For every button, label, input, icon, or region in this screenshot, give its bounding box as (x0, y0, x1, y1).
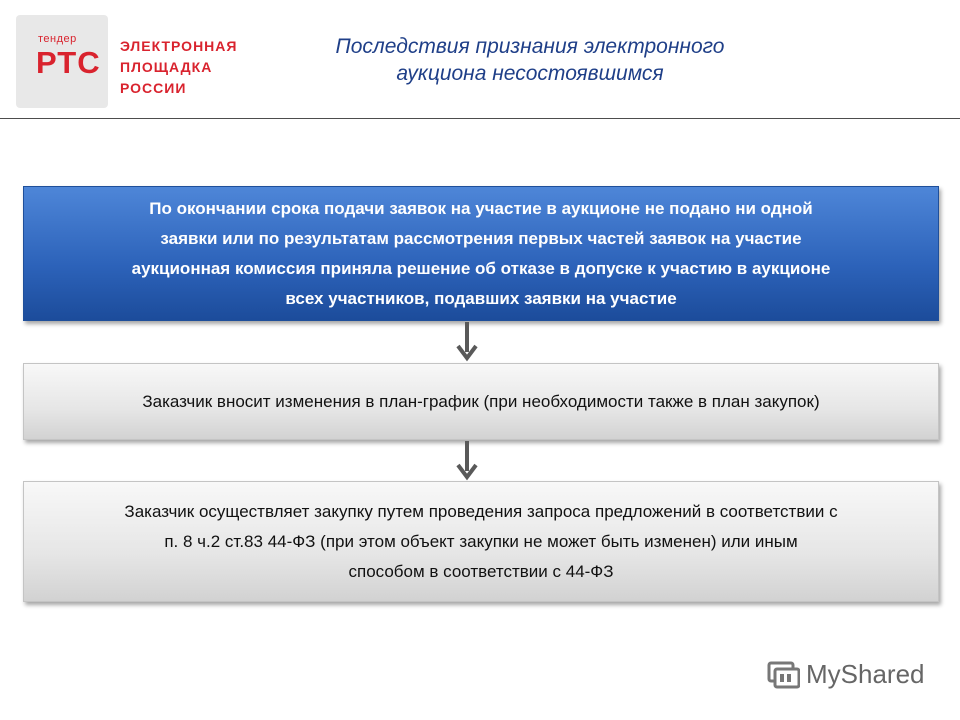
step-text-line: заявки или по результатам рассмотрения первых частей заявок на участие (160, 228, 802, 248)
slide-title-line: Последствия признания электронного (335, 35, 725, 58)
myshared-logo-icon (766, 657, 800, 691)
header-divider (0, 118, 960, 119)
logo-line: ЭЛЕКТРОННАЯ (120, 38, 238, 54)
slide-title (300, 33, 760, 87)
step-text-line: аукционная комиссия приняла решение об отказе в допуске к участию в аукционе (131, 258, 831, 278)
step-text-line: п. 8 ч.2 ст.83 44-ФЗ (при этом объект закупки не может быть изменен) или иным (164, 531, 798, 551)
logo-tile (16, 15, 108, 108)
watermark (766, 654, 925, 694)
step-text-line: всех участников, подавших заявки на участие (285, 288, 677, 308)
step-text-line: Заказчик вносит изменения в план-график (при необходимости также в план закупок) (142, 391, 820, 411)
logo-line: РОССИИ (120, 80, 187, 96)
step-text-line: Заказчик осуществляет закупку путем проведения запроса предложений в соответствии с (124, 501, 838, 521)
watermark-text: MyShared (806, 658, 925, 689)
logo-main-text: РТС (36, 45, 101, 80)
slide-title-line: аукциона несостоявшимся (396, 62, 664, 85)
step-box-condition (23, 186, 939, 321)
step-text-line: способом в соответствии с 44-ФЗ (348, 561, 614, 581)
step-box-procurement (23, 481, 939, 602)
arrow-down-icon (455, 441, 479, 481)
logo-wordmark (120, 36, 280, 99)
step-box-plan-update (23, 363, 939, 440)
arrow-down-icon (455, 322, 479, 362)
logo-line: ПЛОЩАДКА (120, 59, 213, 75)
step-text-line: По окончании срока подачи заявок на участие в аукционе не подано ни одной (149, 198, 813, 218)
logo-small-text: тендер (38, 33, 77, 45)
